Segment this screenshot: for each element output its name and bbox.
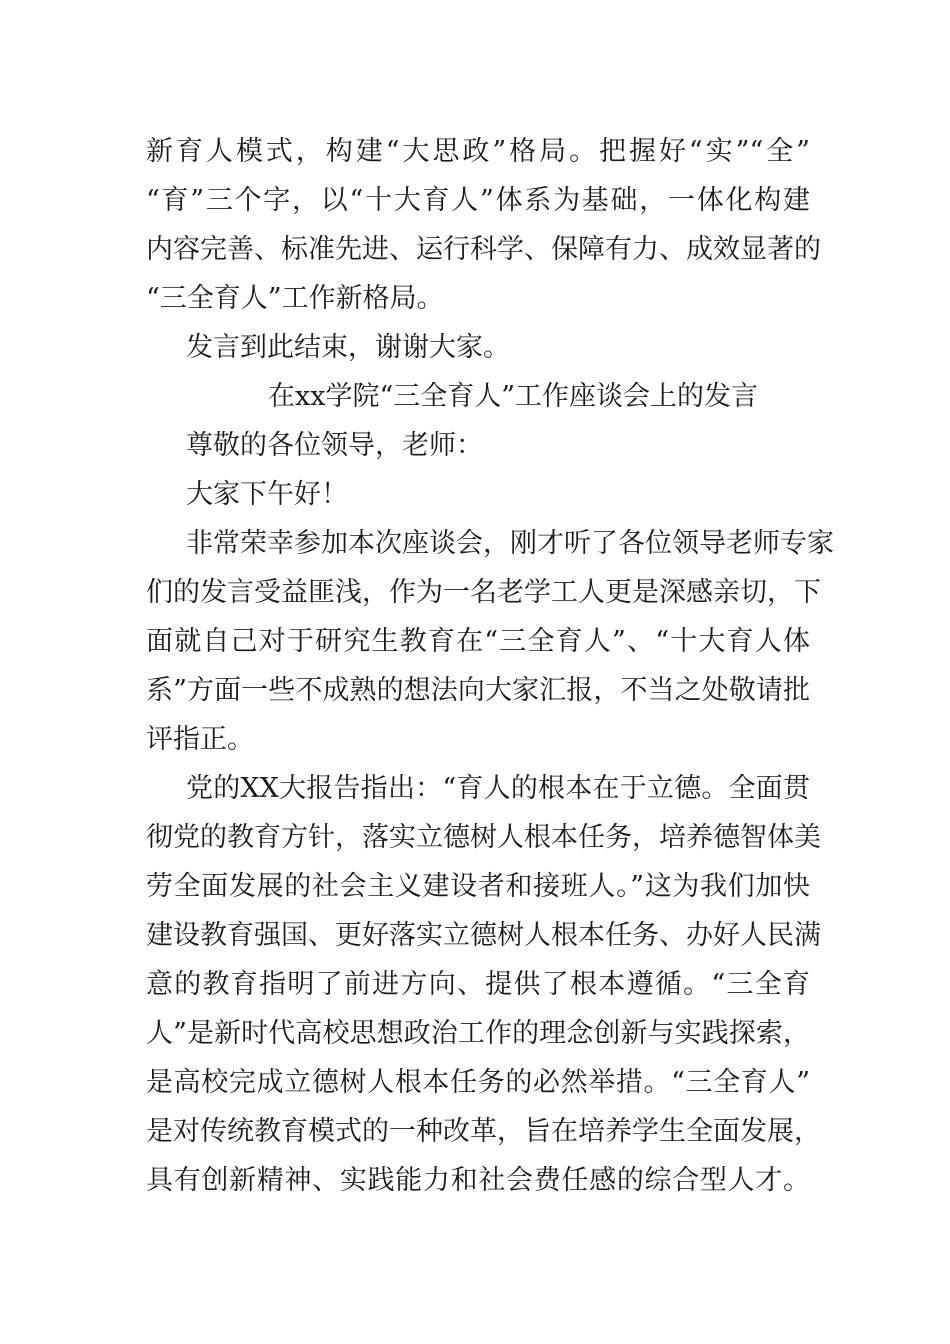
text-line: 内容完善、标准先进、运行科学、保障有力、成效显著的 bbox=[146, 234, 821, 265]
text-line: “三全育人”工作新格局。 bbox=[146, 283, 444, 314]
text-line: 是对传统教育模式的一种改革，旨在培养学生全面发展， bbox=[146, 1116, 821, 1147]
greeting: 大家下午好！ bbox=[186, 479, 348, 510]
text-line: 党的XX大报告指出：“育人的根本在于立德。全面贯 bbox=[186, 773, 810, 804]
speech-title: 在xx学院“三全育人”工作座谈会上的发言 bbox=[268, 381, 759, 412]
text-line: 建设教育强国、更好落实立德树人根本任务、办好人民满 bbox=[146, 920, 821, 951]
text-line: 系”方面一些不成熟的想法向大家汇报，不当之处敬请批 bbox=[146, 675, 810, 706]
text-line: 意的教育指明了前进方向、提供了根本遵循。“三全育 bbox=[146, 969, 810, 1000]
text-line: “育”三个字，以“十大育人”体系为基础，一体化构建 bbox=[146, 185, 810, 216]
salutation: 尊敬的各位领导，老师： bbox=[186, 430, 483, 461]
text-line: 新育人模式，构建“大思政”格局。把握好“实”“全” bbox=[146, 136, 810, 167]
closing-line: 发言到此结束，谢谢大家。 bbox=[186, 332, 510, 363]
text-line: 彻党的教育方针，落实立德树人根本任务，培养德智体美 bbox=[146, 822, 821, 853]
text-line: 面就自己对于研究生教育在“三全育人”、“十大育人体 bbox=[146, 626, 810, 657]
text-line: 劳全面发展的社会主义建设者和接班人。”这为我们加快 bbox=[146, 871, 810, 902]
text-line: 是高校完成立德树人根本任务的必然举措。“三全育人” bbox=[146, 1067, 810, 1098]
text-line: 们的发言受益匪浅，作为一名老学工人更是深感亲切，下 bbox=[146, 577, 821, 608]
text-line: 具有创新精神、实践能力和社会费任感的综合型人才。 bbox=[146, 1165, 810, 1196]
text-line: 评指正。 bbox=[146, 724, 254, 755]
document-body bbox=[146, 127, 834, 1205]
text-line: 人”是新时代高校思想政治工作的理念创新与实践探索， bbox=[146, 1018, 810, 1049]
text-line: 非常荣幸参加本次座谈会，刚才听了各位领导老师专家 bbox=[186, 528, 834, 559]
